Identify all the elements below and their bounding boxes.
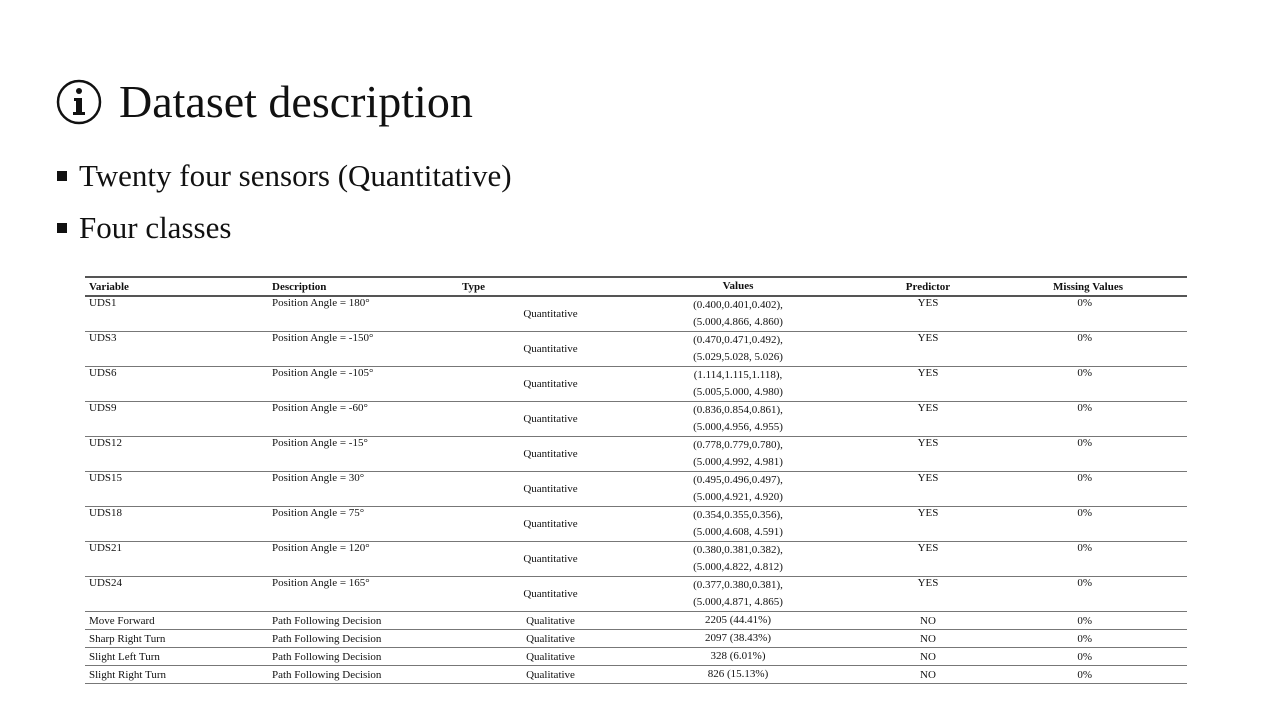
cell-variable: UDS1 — [85, 296, 268, 332]
values-line: (0.495,0.496,0.497), — [693, 474, 783, 486]
table-header-row — [85, 277, 1187, 296]
square-bullet-icon — [57, 171, 67, 181]
values-line: (0.836,0.854,0.861), — [693, 404, 783, 416]
cell-predictor: YES — [833, 332, 1023, 367]
table-row — [85, 542, 1187, 577]
cell-values — [643, 577, 833, 612]
cell-variable: Slight Left Turn — [85, 648, 268, 666]
cell-variable: Slight Right Turn — [85, 666, 268, 684]
dataset-table — [85, 276, 1187, 684]
bullet-list — [57, 150, 512, 254]
values-line: (1.114,1.115,1.118), — [693, 369, 783, 381]
table-row — [85, 472, 1187, 507]
cell-description: Position Angle = 120° — [268, 542, 458, 577]
header-description: Description — [268, 277, 458, 296]
cell-values — [643, 332, 833, 367]
bullet-item — [57, 150, 512, 202]
table-row — [85, 296, 1187, 332]
bullet-item — [57, 202, 512, 254]
cell-predictor: NO — [833, 630, 1023, 648]
cell-values — [643, 367, 833, 402]
cell-type: Qualitative — [458, 612, 643, 630]
header-type: Type — [458, 277, 643, 296]
cell-missing: 0% — [1023, 402, 1187, 437]
cell-variable: Move Forward — [85, 612, 268, 630]
square-bullet-icon — [57, 223, 67, 233]
header-predictor: Predictor — [833, 277, 1023, 296]
values-line: (0.354,0.355,0.356), — [693, 509, 783, 521]
cell-description: Position Angle = -15° — [268, 437, 458, 472]
cell-predictor: YES — [833, 577, 1023, 612]
cell-description: Position Angle = 30° — [268, 472, 458, 507]
cell-type: Quantitative — [458, 332, 643, 367]
values-line: (5.000,4.921, 4.920) — [693, 491, 783, 503]
cell-type: Quantitative — [458, 472, 643, 507]
page-title-block — [55, 72, 473, 132]
cell-values: 2097 (38.43%) — [643, 630, 833, 648]
cell-description: Path Following Decision — [268, 666, 458, 684]
cell-predictor: YES — [833, 296, 1023, 332]
cell-predictor: YES — [833, 367, 1023, 402]
cell-variable: UDS24 — [85, 577, 268, 612]
values-line: (5.029,5.028, 5.026) — [693, 351, 783, 363]
cell-type: Quantitative — [458, 507, 643, 542]
cell-description: Path Following Decision — [268, 648, 458, 666]
table-row — [85, 367, 1187, 402]
cell-type: Quantitative — [458, 402, 643, 437]
cell-variable: Sharp Right Turn — [85, 630, 268, 648]
cell-predictor: NO — [833, 612, 1023, 630]
values-line: (0.377,0.380,0.381), — [693, 579, 783, 591]
cell-variable: UDS18 — [85, 507, 268, 542]
cell-type: Quantitative — [458, 367, 643, 402]
page-title: Dataset description — [119, 76, 473, 127]
cell-variable: UDS15 — [85, 472, 268, 507]
cell-description: Path Following Decision — [268, 630, 458, 648]
table-row — [85, 630, 1187, 648]
cell-missing: 0% — [1023, 332, 1187, 367]
cell-description: Position Angle = -150° — [268, 332, 458, 367]
cell-description: Path Following Decision — [268, 612, 458, 630]
cell-predictor: YES — [833, 507, 1023, 542]
cell-predictor: YES — [833, 402, 1023, 437]
table-body — [85, 296, 1187, 684]
cell-type: Quantitative — [458, 437, 643, 472]
cell-missing: 0% — [1023, 296, 1187, 332]
values-line: (5.000,4.871, 4.865) — [693, 596, 783, 608]
cell-missing: 0% — [1023, 437, 1187, 472]
table-row — [85, 577, 1187, 612]
cell-values — [643, 296, 833, 332]
cell-missing: 0% — [1023, 542, 1187, 577]
header-missing-values: Missing Values — [1023, 277, 1187, 296]
cell-values — [643, 402, 833, 437]
cell-missing: 0% — [1023, 577, 1187, 612]
cell-variable: UDS6 — [85, 367, 268, 402]
bullet-text: Four classes — [79, 210, 232, 245]
values-line: (5.005,5.000, 4.980) — [693, 386, 783, 398]
header-values: Values — [643, 277, 833, 296]
cell-values: 826 (15.13%) — [643, 666, 833, 684]
cell-type: Quantitative — [458, 577, 643, 612]
cell-predictor: YES — [833, 542, 1023, 577]
table-row — [85, 402, 1187, 437]
cell-missing: 0% — [1023, 507, 1187, 542]
cell-type: Qualitative — [458, 630, 643, 648]
cell-type: Quantitative — [458, 296, 643, 332]
cell-values — [643, 507, 833, 542]
bullet-text: Twenty four sensors (Quantitative) — [79, 158, 512, 193]
cell-values: 328 (6.01%) — [643, 648, 833, 666]
cell-description: Position Angle = -105° — [268, 367, 458, 402]
cell-missing: 0% — [1023, 367, 1187, 402]
values-line: (0.778,0.779,0.780), — [693, 439, 783, 451]
values-line: (0.380,0.381,0.382), — [693, 544, 783, 556]
cell-description: Position Angle = -60° — [268, 402, 458, 437]
values-line: (5.000,4.956, 4.955) — [693, 421, 783, 433]
values-line: (5.000,4.866, 4.860) — [693, 316, 783, 328]
cell-variable: UDS3 — [85, 332, 268, 367]
cell-predictor: NO — [833, 648, 1023, 666]
values-line: (0.470,0.471,0.492), — [693, 334, 783, 346]
table-row — [85, 332, 1187, 367]
cell-type: Qualitative — [458, 648, 643, 666]
values-line: (5.000,4.992, 4.981) — [693, 456, 783, 468]
values-line: (5.000,4.822, 4.812) — [693, 561, 783, 573]
header-variable: Variable — [85, 277, 268, 296]
values-line: (0.400,0.401,0.402), — [693, 299, 783, 311]
cell-predictor: YES — [833, 472, 1023, 507]
table-row — [85, 612, 1187, 630]
cell-missing: 0% — [1023, 472, 1187, 507]
cell-variable: UDS9 — [85, 402, 268, 437]
cell-description: Position Angle = 165° — [268, 577, 458, 612]
cell-missing: 0% — [1023, 630, 1187, 648]
cell-description: Position Angle = 180° — [268, 296, 458, 332]
cell-predictor: YES — [833, 437, 1023, 472]
cell-missing: 0% — [1023, 612, 1187, 630]
cell-missing: 0% — [1023, 666, 1187, 684]
cell-values — [643, 437, 833, 472]
cell-missing: 0% — [1023, 648, 1187, 666]
cell-description: Position Angle = 75° — [268, 507, 458, 542]
info-icon — [55, 78, 103, 126]
cell-values — [643, 542, 833, 577]
cell-variable: UDS21 — [85, 542, 268, 577]
cell-type: Qualitative — [458, 666, 643, 684]
table-row — [85, 666, 1187, 684]
table-row — [85, 507, 1187, 542]
cell-values: 2205 (44.41%) — [643, 612, 833, 630]
values-line: (5.000,4.608, 4.591) — [693, 526, 783, 538]
cell-values — [643, 472, 833, 507]
table-row — [85, 437, 1187, 472]
cell-type: Quantitative — [458, 542, 643, 577]
table-row — [85, 648, 1187, 666]
cell-variable: UDS12 — [85, 437, 268, 472]
cell-predictor: NO — [833, 666, 1023, 684]
